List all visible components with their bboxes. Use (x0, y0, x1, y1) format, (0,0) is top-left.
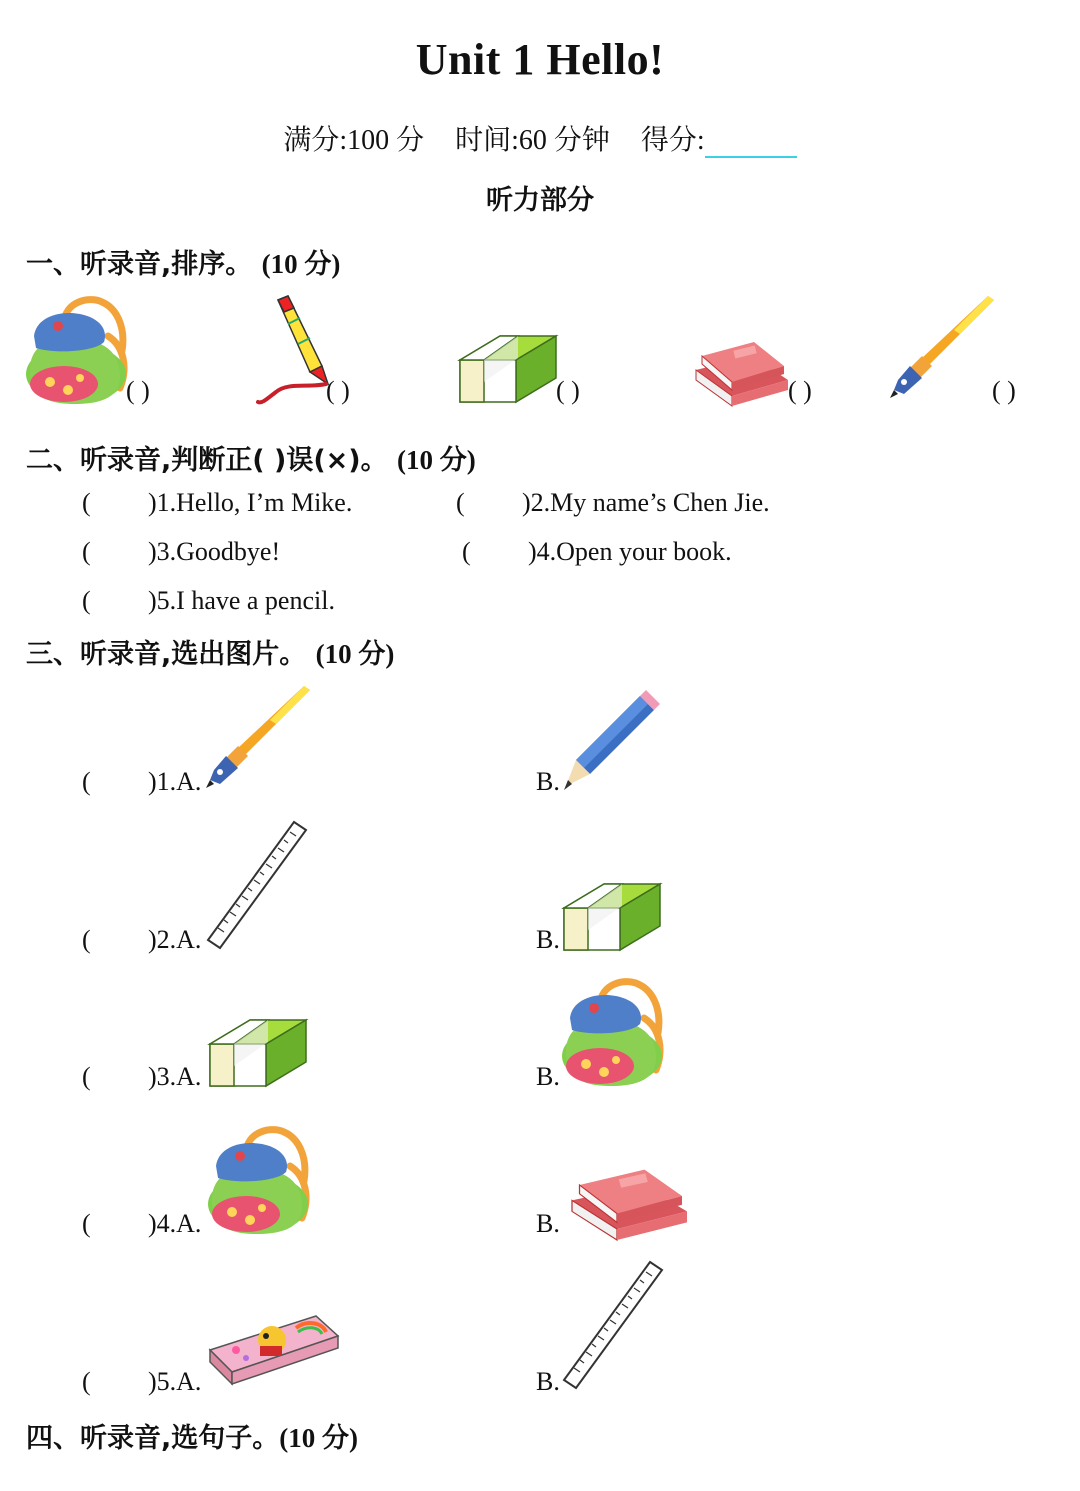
option-a-label: )4.A. (148, 1209, 202, 1238)
tf-paren[interactable]: ( (82, 488, 91, 517)
pen-icon (890, 294, 996, 402)
section3-title: 三、听录音,选出图片。 (26, 639, 307, 670)
full-score: 满分:100 分 (283, 125, 425, 156)
option-a-label: )2.A. (148, 925, 202, 954)
eraser-icon[interactable] (560, 864, 664, 954)
tf-paren[interactable]: ( (82, 537, 91, 566)
choice-paren[interactable]: ( (82, 767, 91, 796)
section1-title: 一、听录音,排序。 (26, 249, 253, 280)
option-b-label: B. (536, 1062, 560, 1091)
pencil-icon[interactable] (562, 690, 662, 794)
listening-subtitle: 听力部分 (486, 185, 594, 216)
tf-paren[interactable]: ( (462, 537, 471, 566)
eraser-icon (456, 316, 560, 406)
time-limit: 时间:60 分钟 (455, 125, 610, 156)
answer-paren[interactable]: ( ) (556, 376, 580, 405)
section2-points: (10 分) (397, 445, 476, 475)
option-b-label: B. (536, 767, 560, 796)
option-b-label: B. (536, 925, 560, 954)
score-label: 得分: (640, 125, 705, 156)
eraser-icon[interactable] (206, 1000, 310, 1090)
section1-heading (26, 242, 340, 281)
pencil-box-icon[interactable] (206, 1310, 340, 1390)
answer-paren[interactable]: ( ) (788, 376, 812, 405)
answer-paren[interactable]: ( ) (126, 376, 150, 405)
choice-paren[interactable]: ( (82, 925, 91, 954)
book-icon (688, 326, 792, 410)
section1-points: (10 分) (261, 249, 341, 279)
answer-paren[interactable]: ( ) (992, 376, 1016, 405)
tf-sentence: )1.Hello, I’m Mike. (148, 488, 353, 517)
backpack-icon[interactable] (560, 978, 664, 1088)
tf-sentence: )4.Open your book. (528, 537, 732, 566)
option-a-label: )3.A. (148, 1062, 202, 1091)
backpack-icon[interactable] (206, 1126, 310, 1236)
section2-title: 二、听录音,判断正( )误(×)。 (26, 445, 388, 476)
choice-paren[interactable]: ( (82, 1062, 91, 1091)
section4-points: (10 分) (279, 1423, 358, 1453)
score-blank[interactable] (705, 128, 797, 158)
option-b-label: B. (536, 1367, 560, 1396)
option-a-label: )1.A. (148, 767, 202, 796)
score-field (641, 125, 797, 156)
pen-icon[interactable] (206, 684, 312, 792)
page-title: Unit 1 Hello! (415, 35, 665, 84)
ruler-icon[interactable] (562, 1262, 664, 1390)
tf-sentence: )5.I have a pencil. (148, 586, 335, 615)
backpack-icon (24, 296, 128, 406)
ruler-icon[interactable] (206, 822, 308, 950)
choice-paren[interactable]: ( (82, 1367, 91, 1396)
tf-sentence: )3.Goodbye! (148, 537, 281, 566)
answer-paren[interactable]: ( ) (326, 376, 350, 405)
choice-paren[interactable]: ( (82, 1209, 91, 1238)
section3-points: (10 分) (315, 639, 395, 669)
section4-title: 四、听录音,选句子。 (26, 1423, 280, 1454)
crayon-icon (258, 296, 330, 406)
section3-heading (26, 632, 394, 671)
tf-sentence: )2.My name’s Chen Jie. (522, 488, 770, 517)
option-b-label: B. (536, 1209, 560, 1238)
section4-heading (26, 1416, 358, 1455)
option-a-label: )5.A. (148, 1367, 202, 1396)
tf-paren[interactable]: ( (456, 488, 465, 517)
tf-paren[interactable]: ( (82, 586, 91, 615)
section2-heading (26, 438, 476, 477)
book-icon[interactable] (562, 1152, 694, 1236)
exam-meta (0, 118, 1080, 158)
